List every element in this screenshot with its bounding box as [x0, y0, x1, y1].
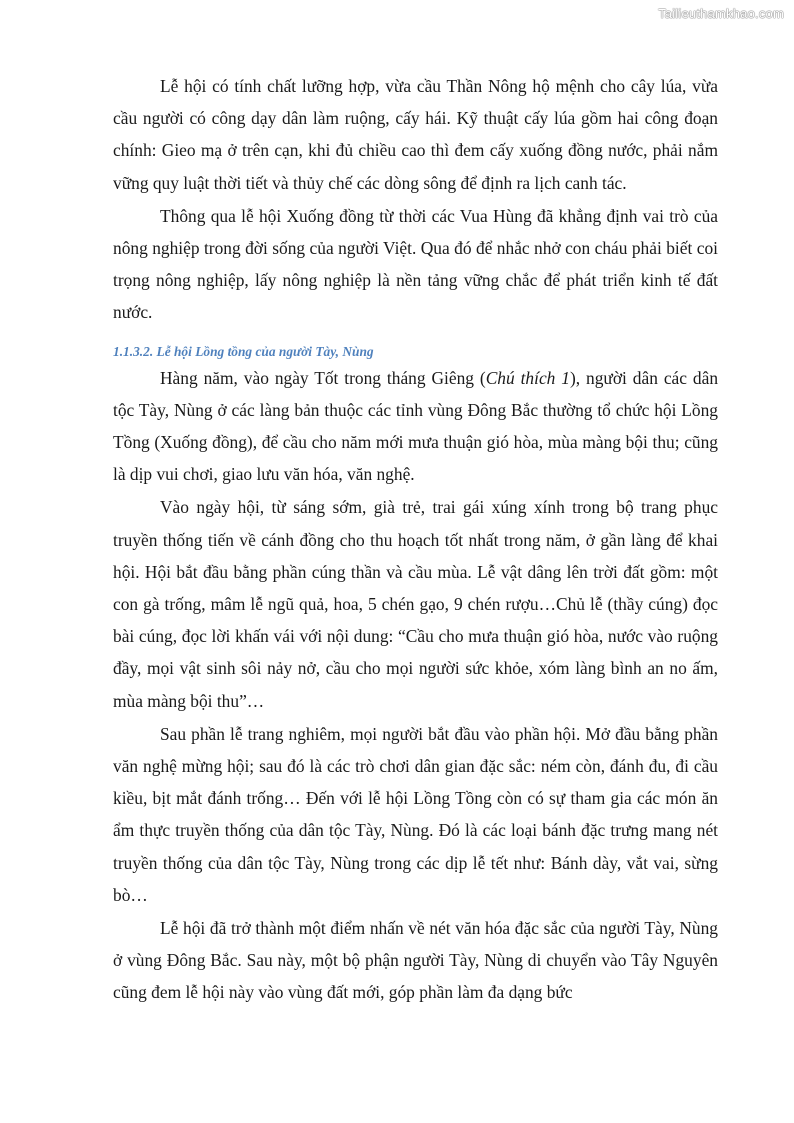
- paragraph-2: Thông qua lễ hội Xuống đồng từ thời các Vua Hùng đã khẳng định vai trò của nông nghiệp trong đời sống của người Việt. Qua đó để nhắc nhở con cháu phải biết coi trọng nông nghiệp, lấy nông nghiệp là nền tảng vững chắc để phát triển kinh tế đất nước.: [113, 205, 718, 323]
- watermark: Tailieuthamkhao.com: [658, 6, 784, 21]
- paragraph-3-text-end: ), người dân các dân tộc Tày, Nùng ở các làng bản thuộc các tỉnh vùng Đông Bắc thường tổ chức hội Lồng Tồng (Xuống đồng), để cầu cho năm mới mưa thuận gió hòa, mùa màng bội thu; cũng là dịp vui chơi, giao lưu văn hóa, văn nghệ.: [113, 367, 719, 485]
- paragraph-3-text-start: Hàng năm, vào ngày Tốt trong tháng Giêng (: [160, 367, 486, 388]
- paragraph-6: Lễ hội đã trở thành một điểm nhấn về nét văn hóa đặc sắc của người Tày, Nùng ở vùng Đông Bắc. Sau này, một bộ phận người Tày, Nùng di chuyển vào Tây Nguyên cũng đem lễ hội này vào vùng đất mới, góp phần làm đa dạng bức: [113, 918, 718, 1003]
- paragraph-3: [113, 362, 718, 491]
- paragraph-1: Lễ hội có tính chất lưỡng hợp, vừa cầu Thần Nông hộ mệnh cho cây lúa, vừa cầu người có công dạy dân làm ruộng, cấy hái. Kỹ thuật cấy lúa gồm hai công đoạn chính: Gieo mạ ở trên cạn, khi đủ chiều cao thì đem cấy xuống đồng nước, phải nắm vững quy luật thời tiết và thủy chế các dòng sông để định ra lịch canh tác.: [113, 76, 718, 193]
- section-heading: 1.1.3.2. Lễ hội Lồng tồng của người Tày, Nùng: [113, 343, 374, 359]
- document-body: [113, 70, 718, 1009]
- footnote-reference: Chú thích 1: [485, 367, 570, 388]
- paragraph-4: Vào ngày hội, từ sáng sớm, già trẻ, trai gái xúng xính trong bộ trang phục truyền thống tiến về cánh đồng cho thu hoạch tốt nhất trong năm, ở gần làng để khai hội. Hội bắt đầu bằng phần cúng thần và cầu mùa. Lễ vật dâng lên trời đất gồm: một con gà trống, mâm lễ ngũ quả, hoa, 5 chén gạo, 9 chén rượu…Chủ lễ (thầy cúng) đọc bài cúng, đọc lời khấn vái với nội dung: “Cầu cho mưa thuận gió hòa, nước vào ruộng đầy, mọi vật sinh sôi nảy nở, cầu cho mọi người sức khỏe, xóm làng bình an no ấm, mùa màng bội thu”…: [113, 497, 718, 711]
- paragraph-5: Sau phần lễ trang nghiêm, mọi người bắt đầu vào phần hội. Mở đầu bằng phần văn nghệ mừng hội; sau đó là các trò chơi dân gian đặc sắc: ném còn, đánh đu, đi cầu kiều, bịt mắt đánh trống… Đến với lễ hội Lồng Tồng còn có sự tham gia các món ăn ẩm thực truyền thống của dân tộc Tày, Nùng. Đó là các loại bánh đặc trưng mang nét truyền thống của dân tộc Tày, Nùng trong các dịp lễ tết như: Bánh dày, vắt vai, sừng bò…: [113, 723, 718, 905]
